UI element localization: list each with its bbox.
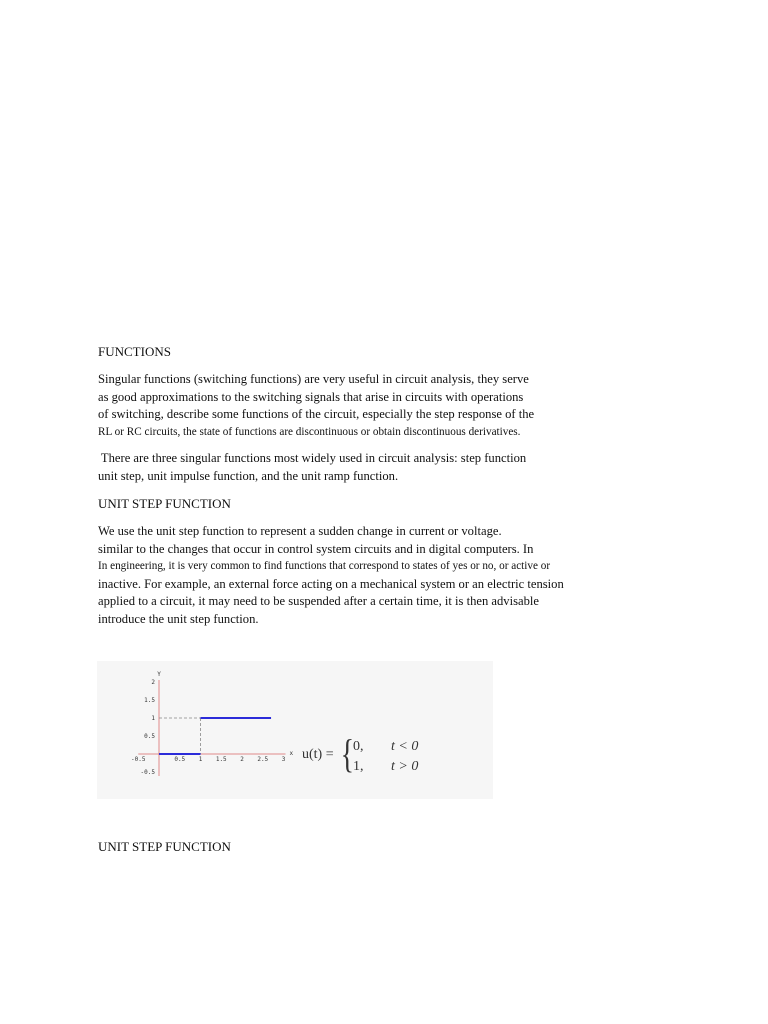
paragraph-unit-step-description	[98, 523, 564, 628]
x-tick-label: 3	[281, 756, 286, 763]
y-tick-label: 1.5	[144, 697, 155, 704]
x-tick-label: 1.5	[215, 756, 227, 763]
paragraph-line: of switching, describe some functions of the circuit, especially the step response of the	[98, 407, 535, 421]
y-axis-label: Y	[157, 671, 161, 678]
paragraph-line: In engineering, it is very common to find functions that correspond to states of yes or no, or active or	[98, 560, 551, 572]
paragraph-line: as good approximations to the switching signals that arise in circuits with operations	[98, 389, 524, 404]
paragraph-line: RL or RC circuits, the state of functions are discontinuous or obtain discontinuous derivatives.	[98, 425, 521, 438]
x-axis-label: x	[289, 750, 294, 757]
paragraph-line: Singular functions (switching functions) are very useful in circuit analysis, they serve	[98, 372, 529, 386]
paragraph-singular-functions	[98, 371, 534, 441]
y-tick-label: 2	[151, 679, 155, 686]
paragraph-line: applied to a circuit, it may need to be suspended after a certain time, it is then advisable	[98, 594, 539, 608]
unit-step-figure	[97, 661, 493, 799]
equation-brace: {	[340, 732, 355, 777]
x-tick-label: 0.5	[174, 756, 186, 763]
x-tick-label: -0.5	[131, 756, 146, 763]
paragraph-line: similar to the changes that occur in control system circuits and in digital computers. In	[98, 541, 534, 556]
y-tick-label: 1	[151, 715, 155, 722]
x-tick-label: 1	[198, 756, 203, 763]
equation-case1-condition: t < 0	[391, 739, 419, 754]
paragraph-line: introduce the unit step function.	[98, 611, 259, 626]
paragraph-three-singular-functions	[98, 450, 526, 485]
equation-lhs: u(t) =	[302, 747, 334, 762]
section-heading-unit-step-2: UNIT STEP FUNCTION	[98, 839, 231, 854]
paragraph-line: unit step, unit impulse function, and the unit ramp function.	[98, 468, 399, 483]
x-tick-label: 2	[240, 756, 244, 763]
section-heading-unit-step: UNIT STEP FUNCTION	[98, 496, 231, 511]
x-tick-label: 2.5	[257, 756, 269, 763]
equation-case2-value: 1,	[353, 759, 364, 774]
paragraph-line: We use the unit step function to represent a sudden change in current or voltage.	[98, 524, 502, 538]
paragraph-line: inactive. For example, an external force acting on a mechanical system or an electric tension	[98, 576, 564, 591]
section-heading-functions: FUNCTIONS	[98, 344, 171, 359]
y-tick-label: -0.5	[140, 769, 155, 776]
equation-case1-value: 0,	[353, 739, 364, 754]
paragraph-line: There are three singular functions most widely used in circuit analysis: step function	[98, 451, 527, 465]
unit-step-plot	[97, 661, 493, 799]
equation-case2-condition: t > 0	[391, 759, 419, 774]
unit-step-equation	[302, 732, 418, 776]
y-tick-label: 0.5	[144, 733, 155, 740]
